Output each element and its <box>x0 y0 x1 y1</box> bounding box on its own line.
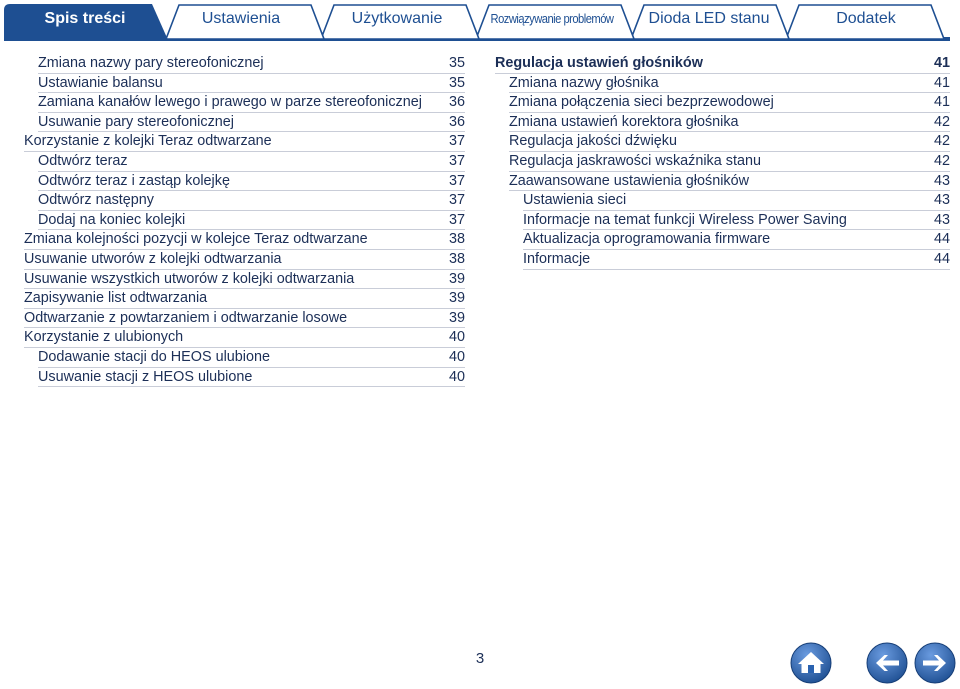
toc-section-page: 41 <box>933 94 950 111</box>
toc-section-title: Usuwanie wszystkich utworów z kolejki odtwarzania <box>24 270 355 287</box>
toc-section-title: Regulacja jaskrawości wskaźnika stanu <box>509 153 761 169</box>
toc-entry-title: Zamiana kanałów lewego i prawego w parze stereofonicznej <box>38 94 422 111</box>
toc-section-title: Zaawansowane ustawienia głośników <box>509 172 749 189</box>
toc-entry[interactable] <box>38 368 465 388</box>
forward-button[interactable] <box>914 642 956 684</box>
arrow-left-icon <box>866 642 908 684</box>
toc-entry[interactable] <box>523 250 950 270</box>
home-button[interactable] <box>790 642 832 684</box>
toc-entry-title: Odtwórz teraz i zastąp kolejkę <box>38 172 230 189</box>
toc-entry-title: Dodawanie stacji do HEOS ulubione <box>38 349 270 365</box>
page-number: 3 <box>475 650 485 667</box>
toc-section-page: 42 <box>933 113 950 130</box>
toc-entry-page: 43 <box>933 192 950 209</box>
back-button[interactable] <box>866 642 908 684</box>
toc-section[interactable] <box>24 270 465 290</box>
toc-entry-title: Odtwórz następny <box>38 192 154 209</box>
toc-section-title: Odtwarzanie z powtarzaniem i odtwarzanie losowe <box>24 309 348 326</box>
toc-section-title: Zmiana kolejności pozycji w kolejce Teraz odtwarzane <box>24 231 368 248</box>
toc-entry-page: 37 <box>448 153 465 169</box>
toc-entry[interactable] <box>523 211 950 231</box>
toc-entry[interactable] <box>38 348 465 368</box>
toc-entry-title: Aktualizacja oprogramowania firmware <box>523 231 771 248</box>
toc-section[interactable] <box>24 289 465 309</box>
toc-section-page: 39 <box>448 309 465 326</box>
toc-entry-page: 37 <box>448 172 465 189</box>
toc-entry[interactable] <box>38 74 465 94</box>
toc-section-page: 40 <box>448 329 465 346</box>
toc-section[interactable] <box>24 309 465 329</box>
toc-entry-page: 35 <box>448 55 465 71</box>
toc-entry-title: Usuwanie pary stereofonicznej <box>38 113 234 130</box>
toc-entry[interactable] <box>38 211 465 231</box>
toc-section-page: 42 <box>933 133 950 150</box>
toc-entry[interactable] <box>38 113 465 133</box>
toc-entry-title: Ustawienia sieci <box>523 192 627 209</box>
toc-entry-page: 36 <box>448 94 465 111</box>
toc-chapter-title: Regulacja ustawień głośników <box>495 55 703 71</box>
toc-section[interactable] <box>24 250 465 270</box>
toc-entry-title: Ustawianie balansu <box>38 74 163 91</box>
toc-section[interactable] <box>509 113 950 133</box>
toc-chapter[interactable] <box>495 54 950 74</box>
toc-section-page: 42 <box>933 153 950 169</box>
arrow-right-icon <box>914 642 956 684</box>
toc-section-title: Regulacja jakości dźwięku <box>509 133 677 150</box>
toc-section-title: Usuwanie utworów z kolejki odtwarzania <box>24 251 282 267</box>
toc-section[interactable] <box>24 328 465 348</box>
toc-section-page: 37 <box>448 133 465 150</box>
toc-section-title: Korzystanie z kolejki Teraz odtwarzane <box>24 133 272 150</box>
tab-uzytkowanie[interactable]: Użytkowanie <box>351 10 443 27</box>
toc-entry[interactable] <box>523 191 950 211</box>
toc-section[interactable] <box>24 132 465 152</box>
toc-section-page: 43 <box>933 172 950 189</box>
toc-entry[interactable] <box>38 152 465 172</box>
toc-section-title: Zmiana połączenia sieci bezprzewodowej <box>509 94 774 111</box>
toc-section-page: 38 <box>448 251 465 267</box>
toc-entry-title: Dodaj na koniec kolejki <box>38 211 186 228</box>
toc-entry[interactable] <box>38 54 465 74</box>
toc-entry-page: 40 <box>448 349 465 365</box>
toc-entry[interactable] <box>523 230 950 250</box>
toc-entry-page: 44 <box>933 251 950 267</box>
toc-section[interactable] <box>509 172 950 192</box>
toc-entry-page: 43 <box>933 211 950 228</box>
home-icon <box>790 642 832 684</box>
toc-section-page: 38 <box>448 231 465 248</box>
toc-entry-page: 40 <box>448 368 465 385</box>
toc-section-title: Zmiana nazwy głośnika <box>509 74 659 91</box>
toc-section-page: 39 <box>448 270 465 287</box>
toc-section-page: 39 <box>448 290 465 307</box>
toc-section-title: Korzystanie z ulubionych <box>24 329 184 346</box>
toc-section[interactable] <box>509 132 950 152</box>
toc-entry-page: 36 <box>448 113 465 130</box>
toc-entry-page: 37 <box>448 211 465 228</box>
tab-dodatek[interactable]: Dodatek <box>836 10 896 27</box>
toc-entry-page: 44 <box>933 231 950 248</box>
toc-section[interactable] <box>509 152 950 172</box>
toc-section-title: Zapisywanie list odtwarzania <box>24 290 208 307</box>
toc-chapter-page: 41 <box>933 55 950 71</box>
tab-spis-tresci[interactable]: Spis treści <box>44 10 126 27</box>
tab-dioda-led-stanu[interactable]: Dioda LED stanu <box>648 10 770 27</box>
toc-entry-title: Zmiana nazwy pary stereofonicznej <box>38 55 264 71</box>
toc-section[interactable] <box>24 230 465 250</box>
tab-bar <box>0 0 960 44</box>
toc-section[interactable] <box>509 74 950 94</box>
toc-section-title: Zmiana ustawień korektora głośnika <box>509 113 739 130</box>
toc-entry-title: Informacje <box>523 251 591 267</box>
toc-entry-title: Odtwórz teraz <box>38 153 128 169</box>
toc-entry-page: 35 <box>448 74 465 91</box>
toc-entry[interactable] <box>38 172 465 192</box>
toc-section-page: 41 <box>933 74 950 91</box>
tab-ustawienia[interactable]: Ustawienia <box>201 10 281 27</box>
toc-entry-page: 37 <box>448 192 465 209</box>
toc-entry-title: Informacje na temat funkcji Wireless Power Saving <box>523 211 847 228</box>
tab-rozwiazywanie-problemow[interactable]: Rozwiązywanie problemów <box>490 11 614 26</box>
toc-entry[interactable] <box>38 191 465 211</box>
toc-entry-title: Usuwanie stacji z HEOS ulubione <box>38 368 253 385</box>
toc-entry[interactable] <box>38 93 465 113</box>
toc-section[interactable] <box>509 93 950 113</box>
